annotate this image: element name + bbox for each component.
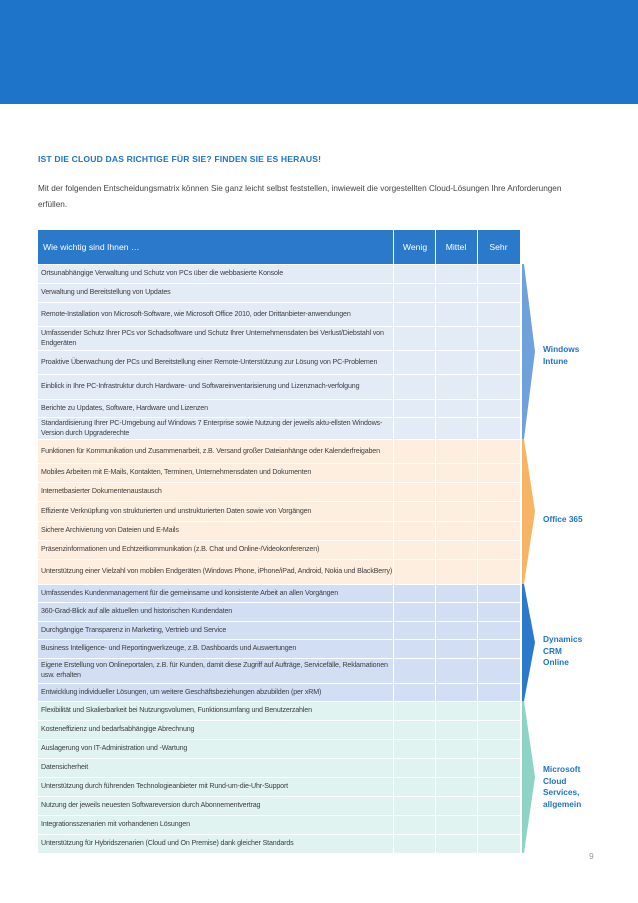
- rating-cell-wenig[interactable]: [393, 835, 435, 853]
- criterion-label: Umfassendes Kundenmanagement für die gemeinsame und konsistente Arbeit an allen Vorgängen: [41, 588, 339, 597]
- rating-cell-wenig[interactable]: [393, 303, 435, 326]
- table-row: [38, 701, 520, 720]
- rating-cell-wenig[interactable]: [393, 603, 435, 621]
- rating-cell-wenig[interactable]: [393, 740, 435, 758]
- rating-cell-mittel[interactable]: [435, 303, 477, 326]
- criterion-label: Verwaltung und Bereitstellung von Updates: [41, 288, 171, 297]
- rating-cell-sehr[interactable]: [477, 659, 520, 683]
- criterion-label: Internetbasierter Dokumentenaustausch: [41, 487, 162, 496]
- table-row: [38, 264, 520, 283]
- rating-cell-sehr[interactable]: [477, 483, 520, 501]
- rating-cell-mittel[interactable]: [435, 502, 477, 521]
- criterion-label: Durchgängige Transparenz in Marketing, Vertrieb und Service: [41, 625, 227, 634]
- table-row: [38, 683, 520, 701]
- rating-cell-wenig[interactable]: [393, 721, 435, 739]
- table-row: [38, 739, 520, 758]
- matrix-header-row: [38, 230, 520, 264]
- criterion-label: Effiziente Verknüpfung von strukturierten und unstrukturierten Daten sowie von Vorgängen: [41, 506, 312, 515]
- criterion-label: Standardisierung Ihrer PC-Umgebung auf Windows 7 Enterprise sowie Nutzung der jeweils aktu-ellsten Windows-Version durch Upgraderechte: [41, 418, 383, 437]
- rating-cell-sehr[interactable]: [477, 327, 520, 350]
- rating-cell-wenig[interactable]: [393, 778, 435, 796]
- rating-cell-wenig[interactable]: [393, 502, 435, 521]
- header-divider: [393, 230, 394, 264]
- rating-cell-sehr[interactable]: [477, 522, 520, 540]
- header-sehr: Sehr: [489, 242, 508, 252]
- criterion-label: Auslagerung von IT-Administration und -Wartung: [41, 744, 188, 753]
- rating-cell-sehr[interactable]: [477, 560, 520, 584]
- intro-paragraph: Mit der folgenden Entscheidungsmatrix können Sie ganz leicht selbst feststellen, inwieweit die vorgestellten Cloud-Lösungen Ihre Anforderungen erfüllen.: [38, 184, 562, 209]
- group-brace-icon: [522, 701, 536, 853]
- criterion-label: Flexibilität und Skalierbarkeit bei Nutzungsvolumen, Funktionsumfang und Benutzerzahlen: [41, 706, 312, 715]
- rating-cell-sehr[interactable]: [477, 702, 520, 720]
- rating-cell-mittel[interactable]: [435, 702, 477, 720]
- criterion-label: 360-Grad-Blick auf alle aktuellen und historischen Kundendaten: [41, 607, 233, 616]
- table-row: [38, 639, 520, 658]
- rating-cell-mittel[interactable]: [435, 759, 477, 777]
- table-row: [38, 602, 520, 621]
- rating-cell-wenig[interactable]: [393, 659, 435, 683]
- rating-cell-wenig[interactable]: [393, 560, 435, 584]
- criterion-label: Unterstützung einer Vielzahl von mobilen Endgeräten (Windows Phone, iPhone/iPad, Android, Nokia und BlackBerry): [41, 567, 393, 576]
- rating-cell-mittel[interactable]: [435, 483, 477, 501]
- criterion-label: Kosteneffizienz und bedarfsabhängige Abrechnung: [41, 725, 195, 734]
- rating-cell-wenig[interactable]: [393, 440, 435, 463]
- rating-cell-sehr[interactable]: [477, 603, 520, 621]
- rating-cell-sehr[interactable]: [477, 284, 520, 302]
- rating-cell-wenig[interactable]: [393, 622, 435, 639]
- table-row: [38, 417, 520, 439]
- rating-cell-sehr[interactable]: [477, 721, 520, 739]
- rating-cell-sehr[interactable]: [477, 418, 520, 439]
- rating-cell-mittel[interactable]: [435, 327, 477, 350]
- rating-cell-mittel[interactable]: [435, 464, 477, 482]
- rating-cell-mittel[interactable]: [435, 684, 477, 701]
- rating-cell-wenig[interactable]: [393, 327, 435, 350]
- criterion-label: Datensicherheit: [41, 763, 89, 772]
- rating-cell-sehr[interactable]: [477, 502, 520, 521]
- table-row: [38, 482, 520, 501]
- criterion-label: Mobiles Arbeiten mit E-Mails, Kontakten, Terminen, Unternehmensdaten und Dokumenten: [41, 468, 312, 477]
- rating-cell-mittel[interactable]: [435, 541, 477, 559]
- rating-cell-sehr[interactable]: [477, 740, 520, 758]
- rating-cell-mittel[interactable]: [435, 603, 477, 621]
- table-row: [38, 399, 520, 417]
- top-color-band: [0, 0, 638, 104]
- group-label-microsoft-cloud-services-allgemein: Microsoft Cloud Services, allgemein: [543, 764, 582, 809]
- criterion-label: Eigene Erstellung von Onlineportalen, z.B. für Kunden, damit diese Zugriff auf Aufträge, Servicefälle, Reklamationen usw. erhalten: [41, 661, 388, 679]
- rating-cell-sehr[interactable]: [477, 816, 520, 834]
- table-row: [38, 777, 520, 796]
- table-row: [38, 658, 520, 683]
- criterion-label: Einblick in Ihre PC-Infrastruktur durch Hardware- und Softwareinventarisierung und Lizenznach-verfolgung: [41, 382, 360, 391]
- table-row: [38, 540, 520, 559]
- group-label-windows-intune: Windows Intune: [543, 344, 580, 366]
- group-brace-icon: [522, 264, 536, 439]
- rating-cell-wenig[interactable]: [393, 797, 435, 815]
- group-brace-icon: [522, 439, 536, 584]
- table-row: [38, 302, 520, 326]
- rating-cell-mittel[interactable]: [435, 659, 477, 683]
- rating-cell-wenig[interactable]: [393, 483, 435, 501]
- page-number: 9: [589, 851, 594, 861]
- rating-cell-wenig[interactable]: [393, 351, 435, 374]
- rating-cell-mittel[interactable]: [435, 640, 477, 658]
- rating-cell-mittel[interactable]: [435, 835, 477, 853]
- rating-cell-sehr[interactable]: [477, 440, 520, 463]
- rating-cell-mittel[interactable]: [435, 778, 477, 796]
- table-row: [38, 521, 520, 540]
- table-row: [38, 621, 520, 639]
- table-row: [38, 815, 520, 834]
- rating-cell-sehr[interactable]: [477, 585, 520, 602]
- rating-cell-wenig[interactable]: [393, 702, 435, 720]
- rating-cell-sehr[interactable]: [477, 541, 520, 559]
- rating-cell-mittel[interactable]: [435, 740, 477, 758]
- group-brace-icon: [522, 584, 536, 701]
- table-row: [38, 326, 520, 350]
- rating-cell-sehr[interactable]: [477, 778, 520, 796]
- rating-cell-mittel[interactable]: [435, 418, 477, 439]
- rating-cell-mittel[interactable]: [435, 400, 477, 417]
- rating-cell-sehr[interactable]: [477, 797, 520, 815]
- table-row: [38, 439, 520, 463]
- criterion-label: Präsenzinformationen und Echtzeitkommunikation (z.B. Chat und Online-/Videokonferenzen): [41, 545, 320, 554]
- criterion-label: Business Intelligence- und Reportingwerkzeuge, z.B. Dashboards und Auswertungen: [41, 644, 297, 653]
- rating-cell-wenig[interactable]: [393, 400, 435, 417]
- criterion-label: Berichte zu Updates, Software, Hardware und Lizenzen: [41, 403, 208, 412]
- rating-cell-wenig[interactable]: [393, 585, 435, 602]
- rating-cell-wenig[interactable]: [393, 759, 435, 777]
- rating-cell-sehr[interactable]: [477, 684, 520, 701]
- rating-cell-mittel[interactable]: [435, 351, 477, 374]
- rating-cell-sehr[interactable]: [477, 265, 520, 283]
- table-row: [38, 559, 520, 584]
- criterion-label: Integrationsszenarien mit vorhandenen Lösungen: [41, 820, 190, 829]
- rating-cell-wenig[interactable]: [393, 265, 435, 283]
- rating-cell-wenig[interactable]: [393, 816, 435, 834]
- rating-cell-mittel[interactable]: [435, 721, 477, 739]
- criterion-label: Unterstützung durch führenden Technologieanbieter mit Rund-um-die-Uhr-Support: [41, 782, 288, 791]
- criterion-label: Remote-Installation von Microsoft-Software, wie Microsoft Office 2010, oder Drittanbieter-anwendungen: [41, 309, 351, 318]
- rating-cell-sehr[interactable]: [477, 622, 520, 639]
- group-label-office-365: Office 365: [543, 514, 583, 524]
- rating-cell-sehr[interactable]: [477, 640, 520, 658]
- header-mittel: Mittel: [445, 242, 467, 252]
- table-row: [38, 283, 520, 302]
- rating-cell-sehr[interactable]: [477, 464, 520, 482]
- rating-cell-sehr[interactable]: [477, 400, 520, 417]
- rating-cell-sehr[interactable]: [477, 759, 520, 777]
- table-row: [38, 758, 520, 777]
- rating-cell-mittel[interactable]: [435, 522, 477, 540]
- rating-cell-mittel[interactable]: [435, 560, 477, 584]
- rating-cell-wenig[interactable]: [393, 640, 435, 658]
- header-criteria: Wie wichtig sind Ihnen …: [43, 242, 140, 252]
- rating-cell-wenig[interactable]: [393, 464, 435, 482]
- criterion-label: Umfassender Schutz Ihrer PCs vor Schadsoftware und Schutz Ihrer Unternehmensdaten bei Verlust/Diebstahl von Endgeräten: [41, 328, 384, 347]
- page-heading: IST DIE CLOUD DAS RICHTIGE FÜR SIE? FINDEN SIE ES HERAUS!: [38, 154, 322, 164]
- rating-cell-mittel[interactable]: [435, 816, 477, 834]
- rating-cell-mittel[interactable]: [435, 585, 477, 602]
- table-row: [38, 350, 520, 374]
- rating-cell-wenig[interactable]: [393, 541, 435, 559]
- group-label-dynamics-crm-online: Dynamics CRM Online: [543, 634, 583, 667]
- rating-cell-mittel[interactable]: [435, 622, 477, 639]
- rating-cell-sehr[interactable]: [477, 835, 520, 853]
- criterion-label: Ortsunabhängige Verwaltung und Schutz von PCs über die webbasierte Konsole: [41, 269, 284, 278]
- rating-cell-mittel[interactable]: [435, 265, 477, 283]
- rating-cell-wenig[interactable]: [393, 284, 435, 302]
- rating-cell-sehr[interactable]: [477, 351, 520, 374]
- criterion-label: Nutzung der jeweils neuesten Softwareversion durch Abonnementvertrag: [41, 801, 261, 810]
- rating-cell-wenig[interactable]: [393, 522, 435, 540]
- criterion-label: Entwicklung individueller Lösungen, um weitere Geschäftsbeziehungen abzubilden (per xRM): [41, 687, 322, 696]
- table-row: [38, 584, 520, 602]
- rating-cell-mittel[interactable]: [435, 284, 477, 302]
- rating-cell-wenig[interactable]: [393, 375, 435, 399]
- table-row: [38, 720, 520, 739]
- header-wenig: Wenig: [402, 242, 428, 252]
- rating-cell-wenig[interactable]: [393, 684, 435, 701]
- rating-cell-sehr[interactable]: [477, 375, 520, 399]
- rating-cell-wenig[interactable]: [393, 418, 435, 439]
- criterion-label: Funktionen für Kommunikation und Zusammenarbeit, z.B. Versand großer Dateianhänge oder Kalenderfreigaben: [41, 446, 380, 455]
- criterion-label: Unterstützung für Hybridszenarien (Cloud und On Premise) dank gleicher Standards: [41, 839, 294, 848]
- rating-cell-mittel[interactable]: [435, 797, 477, 815]
- table-row: [38, 834, 520, 853]
- table-row: [38, 501, 520, 521]
- table-row: [38, 796, 520, 815]
- rating-cell-mittel[interactable]: [435, 440, 477, 463]
- rating-cell-mittel[interactable]: [435, 375, 477, 399]
- criterion-label: Sichere Archivierung von Dateien und E-Mails: [41, 526, 179, 535]
- table-row: [38, 374, 520, 399]
- criterion-label: Proaktive Überwachung der PCs und Bereitstellung einer Remote-Unterstützung zur Lösung von PC-Problemen: [41, 357, 378, 366]
- rating-cell-sehr[interactable]: [477, 303, 520, 326]
- table-row: [38, 463, 520, 482]
